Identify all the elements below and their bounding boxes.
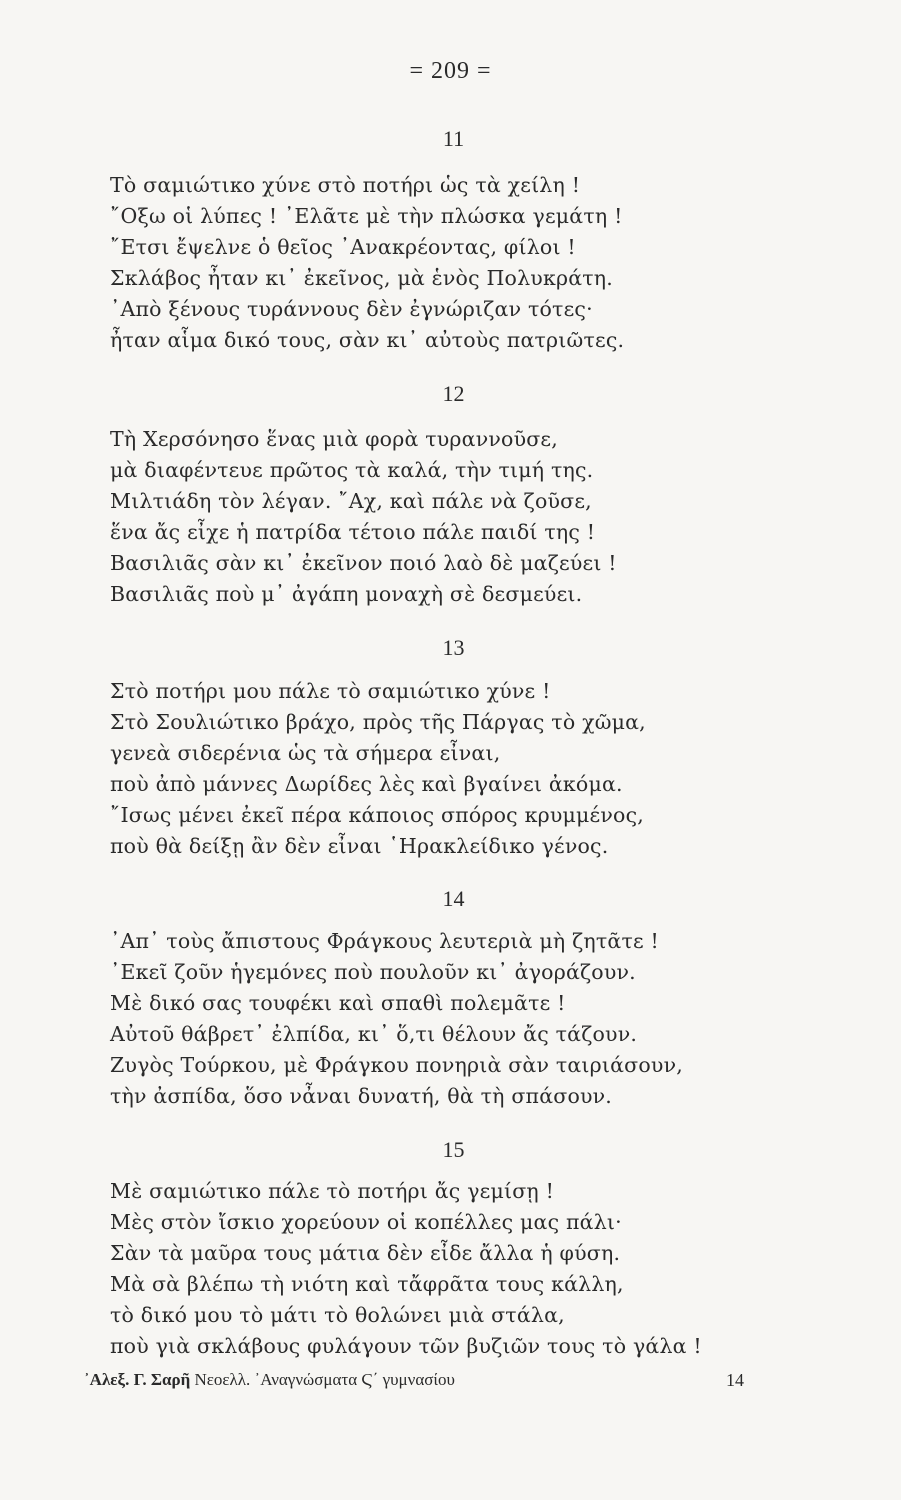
verse-line: ἦταν αἷμα δικό τους, σὰν κι᾿ αὐτοὺς πατριῶτες. bbox=[110, 328, 625, 352]
verse-line: γενεὰ σιδερένια ὡς τὰ σήμερα εἶναι, bbox=[110, 741, 501, 765]
verse-line: Μὲ σαμιώτικο πάλε τὸ ποτήρι ἄς γεμίσῃ ! bbox=[110, 1179, 555, 1203]
footer-author: ᾿Αλεξ. Γ. Σαρῆ bbox=[84, 1370, 191, 1389]
verse-line: ᾿Εκεῖ ζοῦν ἡγεμόνες ποὺ πουλοῦν κι᾿ ἀγοράζουν. bbox=[110, 960, 636, 984]
verse-line: Στὸ Σουλιώτικο βράχο, πρὸς τῆς Πάργας τὸ χῶμα, bbox=[110, 710, 646, 734]
verse-line: Βασιλιᾶς σὰν κι᾿ ἐκεῖνον ποιό λαὸ δὲ μαζεύει ! bbox=[110, 551, 617, 575]
stanza-number: 15 bbox=[442, 1137, 465, 1162]
verse-line: Αὐτοῦ θάβρετ᾿ ἐλπίδα, κι᾿ ὅ,τι θέλουν ἄς τάζουν. bbox=[110, 1022, 638, 1046]
page-number: = 209 = bbox=[409, 58, 492, 84]
verse-line: μὰ διαφέντευε πρῶτος τὰ καλά, τὴν τιμή της. bbox=[110, 458, 594, 482]
verse-line: Σκλάβος ἦταν κι᾿ ἐκεῖνος, μὰ ἑνὸς Πολυκράτη. bbox=[110, 266, 613, 290]
verse-line: τὴν ἀσπίδα, ὅσο νἆναι δυνατή, θὰ τὴ σπάσουν. bbox=[110, 1084, 613, 1108]
verse-line: Ζυγὸς Τούρκου, μὲ Φράγκου πονηριὰ σὰν ταιριάσουν, bbox=[110, 1053, 683, 1077]
verse-line: ῎Οξω οἱ λύπες ! ᾿Ελᾶτε μὲ τὴν πλώσκα γεμάτη ! bbox=[110, 204, 623, 228]
stanza bbox=[110, 1176, 770, 1362]
verse-line: Μὲς στὸν ἴσκιο χορεύουν οἱ κοπέλλες μας πάλι· bbox=[110, 1210, 622, 1234]
stanza-number: 13 bbox=[442, 635, 465, 660]
stanza bbox=[110, 170, 770, 356]
stanza-number: 11 bbox=[442, 126, 465, 151]
stanza-number: 12 bbox=[442, 381, 465, 406]
verse-line: Στὸ ποτήρι μου πάλε τὸ σαμιώτικο χύνε ! bbox=[110, 679, 551, 703]
page-footer bbox=[84, 1370, 744, 1390]
verse-line: Βασιλιᾶς ποὺ μ᾿ ἀγάπη μοναχὴ σὲ δεσμεύει. bbox=[110, 582, 583, 606]
verse-line: τὸ δικό μου τὸ μάτι τὸ θολώνει μιὰ στάλα, bbox=[110, 1303, 565, 1327]
stanza-number: 14 bbox=[442, 886, 465, 911]
stanza bbox=[110, 676, 770, 862]
verse-line: ᾿Απὸ ξένους τυράννους δὲν ἐγνώριζαν τότες· bbox=[110, 297, 593, 321]
footer-signature-number: 14 bbox=[726, 1370, 744, 1390]
verse-line: ποὺ ἀπὸ μάννες Δωρίδες λὲς καὶ βγαίνει ἀκόμα. bbox=[110, 772, 623, 796]
verse-line: Μὰ σὰ βλέπω τὴ νιότη καὶ τἄφρᾶτα τους κάλλη, bbox=[110, 1272, 624, 1296]
verse-line: Μὲ δικό σας τουφέκι καὶ σπαθὶ πολεμᾶτε ! bbox=[110, 991, 566, 1015]
verse-line: Μιλτιάδη τὸν λέγαν. ῎Αχ, καὶ πάλε νὰ ζοῦσε, bbox=[110, 489, 592, 513]
verse-line: ἕνα ἄς εἶχε ἡ πατρίδα τέτοιο πάλε παιδί της ! bbox=[110, 520, 596, 544]
stanza bbox=[110, 926, 770, 1112]
footer-title: Νεοελλ. ᾿Αναγνώσματα Ϛ΄ γυμνασίου bbox=[194, 1370, 455, 1389]
verse-line: ποὺ θὰ δείξῃ ἂν δὲν εἶναι ῾Ηρακλείδικο γένος. bbox=[110, 834, 609, 858]
verse-line: Τὴ Χερσόνησο ἕνας μιὰ φορὰ τυραννοῦσε, bbox=[110, 427, 558, 451]
verse-line: Τὸ σαμιώτικο χύνε στὸ ποτήρι ὡς τὰ χείλη ! bbox=[110, 173, 581, 197]
verse-line: ᾿Απ᾿ τοὺς ἄπιστους Φράγκους λευτεριὰ μὴ ζητᾶτε ! bbox=[110, 929, 659, 953]
verse-line: ῎Ισως μένει ἐκεῖ πέρα κάποιος σπόρος κρυμμένος, bbox=[110, 803, 644, 827]
verse-line: ῎Ετσι ἔψελνε ὁ θεῖος ᾿Ανακρέοντας, φίλοι ! bbox=[110, 235, 576, 259]
stanza bbox=[110, 424, 770, 610]
verse-line: ποὺ γιὰ σκλάβους φυλάγουν τῶν βυζιῶν τους τὸ γάλα ! bbox=[110, 1334, 702, 1358]
verse-line: Σὰν τὰ μαῦρα τους μάτια δὲν εἶδε ἄλλα ἡ φύση. bbox=[110, 1241, 621, 1265]
